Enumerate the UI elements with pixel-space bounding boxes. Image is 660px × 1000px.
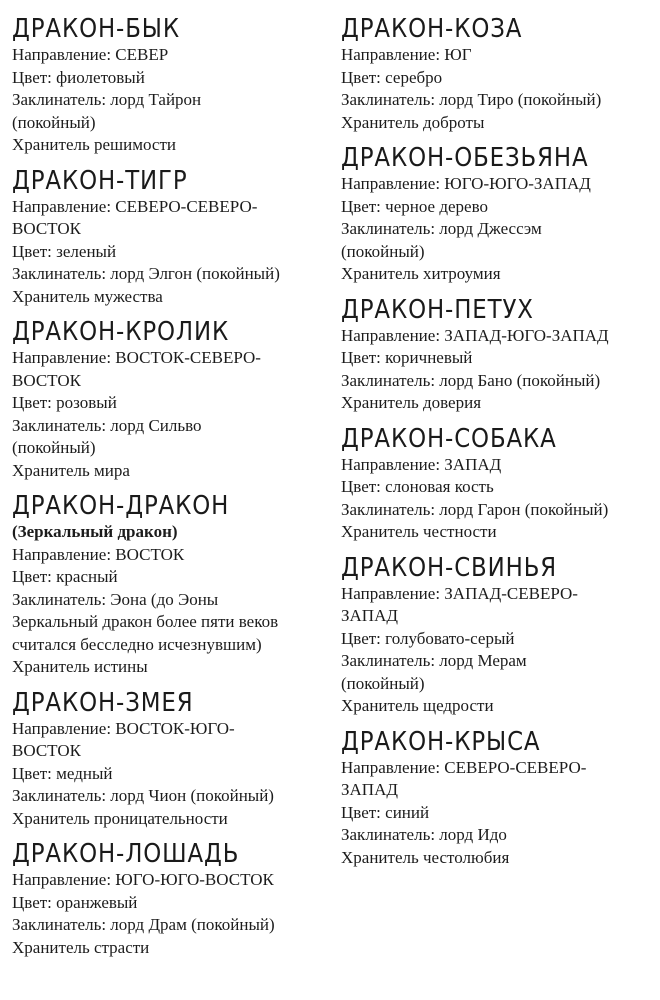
entry-summoner-cont: (покойный) (341, 673, 425, 693)
entry-keeper: Хранитель щедрости (341, 696, 494, 715)
entry-title: ДРАКОН-СВИНЬЯ (341, 552, 558, 583)
entry-keeper: Хранитель мира (12, 460, 130, 480)
entry-pig-dragon (341, 553, 660, 718)
entry-title: ДРАКОН-ЛОШАДЬ (12, 839, 240, 869)
entry-title: ДРАКОН-ПЕТУХ (341, 294, 534, 325)
entry-keeper: Хранитель мужества (12, 286, 163, 306)
entry-color: Цвет: розовый (12, 393, 117, 412)
entry-direction-cont: ВОСТОК (12, 219, 81, 238)
entry-title: ДРАКОН-ДРАКОН (12, 491, 230, 521)
entry-color: Цвет: серебро (341, 67, 443, 87)
entry-summoner: Заклинатель: лорд Тайрон (12, 90, 202, 109)
entry-summoner-cont: Зеркальный дракон более пяти веков (12, 612, 279, 631)
entry-title: ДРАКОН-КРОЛИК (12, 317, 230, 347)
entry-keeper: Хранитель честолюбия (341, 847, 510, 867)
entry-color: Цвет: зеленый (12, 241, 117, 261)
left-column (12, 14, 332, 968)
entry-summoner: Заклинатель: лорд Сильво (12, 415, 202, 435)
entry-keeper: Хранитель истины (12, 657, 148, 676)
entry-dog-dragon (341, 424, 660, 544)
entry-direction: Направление: ЮГО-ЮГО-ЗАПАД (341, 174, 591, 193)
entry-monkey-dragon (341, 143, 660, 286)
entry-direction: Направление: ВОСТОК-СЕВЕРО- (12, 348, 261, 367)
entry-dragon-dragon (12, 491, 332, 679)
entry-direction: Направление: ЮГ (341, 45, 472, 64)
entry-color: Цвет: медный (12, 763, 113, 783)
entry-direction-cont: ЗАПАД (341, 780, 398, 799)
entry-tiger-dragon (12, 166, 332, 309)
entry-keeper: Хранитель доброты (341, 112, 485, 132)
entry-summoner-cont: (покойный) (12, 438, 96, 457)
entry-summoner: Заклинатель: лорд Драм (покойный) (12, 915, 275, 934)
entry-color: Цвет: фиолетовый (12, 67, 145, 87)
entry-title: ДРАКОН-ТИГР (12, 165, 188, 196)
entry-summoner: Заклинатель: лорд Бано (покойный) (341, 370, 601, 390)
entry-color: Цвет: красный (12, 567, 118, 586)
entry-keeper: Хранитель страсти (12, 937, 150, 957)
entry-summoner: Заклинатель: Эона (до Эоны (12, 589, 219, 609)
entry-keeper: Хранитель проницательности (12, 808, 228, 828)
entry-direction-cont: ВОСТОК (12, 370, 81, 390)
entry-color: Цвет: черное дерево (341, 196, 488, 216)
entry-goat-dragon (341, 14, 660, 134)
entry-rooster-dragon (341, 295, 660, 415)
entry-summoner: Заклинатель: лорд Чион (покойный) (12, 786, 274, 805)
entry-summoner: Заклинатель: лорд Мерам (341, 651, 527, 670)
right-column (341, 14, 660, 878)
entry-color: Цвет: оранжевый (12, 892, 138, 912)
entry-keeper: Хранитель решимости (12, 135, 176, 154)
entry-summoner: Заклинатель: лорд Элгон (покойный) (12, 264, 280, 283)
entry-ox-dragon (12, 14, 332, 157)
entry-direction-cont: ВОСТОК (12, 741, 81, 760)
entry-direction: Направление: ЗАПАД (341, 454, 502, 474)
entry-rabbit-dragon (12, 317, 332, 482)
entry-direction: Направление: СЕВЕРО-СЕВЕРО- (341, 757, 587, 777)
entry-title: ДРАКОН-БЫК (12, 14, 180, 44)
entry-direction: Направление: ЗАПАД-ЮГО-ЗАПАД (341, 325, 609, 345)
entry-direction: Направление: ВОСТОК-ЮГО- (12, 718, 235, 738)
entry-color: Цвет: слоновая кость (341, 477, 494, 496)
entry-title: ДРАКОН-СОБАКА (341, 423, 557, 454)
entry-keeper: Хранитель честности (341, 522, 497, 541)
entry-color: Цвет: коричневый (341, 348, 473, 367)
entry-keeper: Хранитель хитроумия (341, 264, 501, 283)
entry-keeper: Хранитель доверия (341, 393, 482, 412)
entry-summoner: Заклинатель: лорд Тиро (покойный) (341, 90, 602, 109)
entry-subtitle: (Зеркальный дракон) (12, 522, 178, 541)
entry-title: ДРАКОН-КРЫСА (341, 726, 541, 757)
entry-summoner: Заклинатель: лорд Джессэм (341, 219, 542, 238)
entry-summoner: Заклинатель: лорд Идо (341, 825, 507, 844)
entry-horse-dragon (12, 839, 332, 959)
entry-direction: Направление: СЕВЕРО-СЕВЕРО- (12, 196, 258, 216)
entry-summoner-cont: (покойный) (12, 112, 96, 132)
entry-title: ДРАКОН-ОБЕЗЬЯНА (341, 143, 589, 173)
entry-summoner-cont: считался бесследно исчезнувшим) (12, 634, 262, 654)
entry-direction: Направление: СЕВЕР (12, 45, 169, 64)
entry-direction: Направление: ЮГО-ЮГО-ВОСТОК (12, 870, 274, 889)
entry-title: ДРАКОН-ЗМЕЯ (12, 687, 194, 718)
entry-direction: Направление: ВОСТОК (12, 544, 185, 564)
entry-rat-dragon (341, 727, 660, 870)
entry-summoner-cont: (покойный) (341, 241, 425, 261)
entry-snake-dragon (12, 688, 332, 831)
entry-direction-cont: ЗАПАД (341, 606, 398, 625)
entry-summoner: Заклинатель: лорд Гарон (покойный) (341, 499, 609, 519)
entry-direction: Направление: ЗАПАД-СЕВЕРО- (341, 583, 578, 603)
entry-color: Цвет: синий (341, 802, 430, 822)
entry-title: ДРАКОН-КОЗА (341, 14, 523, 44)
entry-color: Цвет: голубовато-серый (341, 628, 515, 648)
